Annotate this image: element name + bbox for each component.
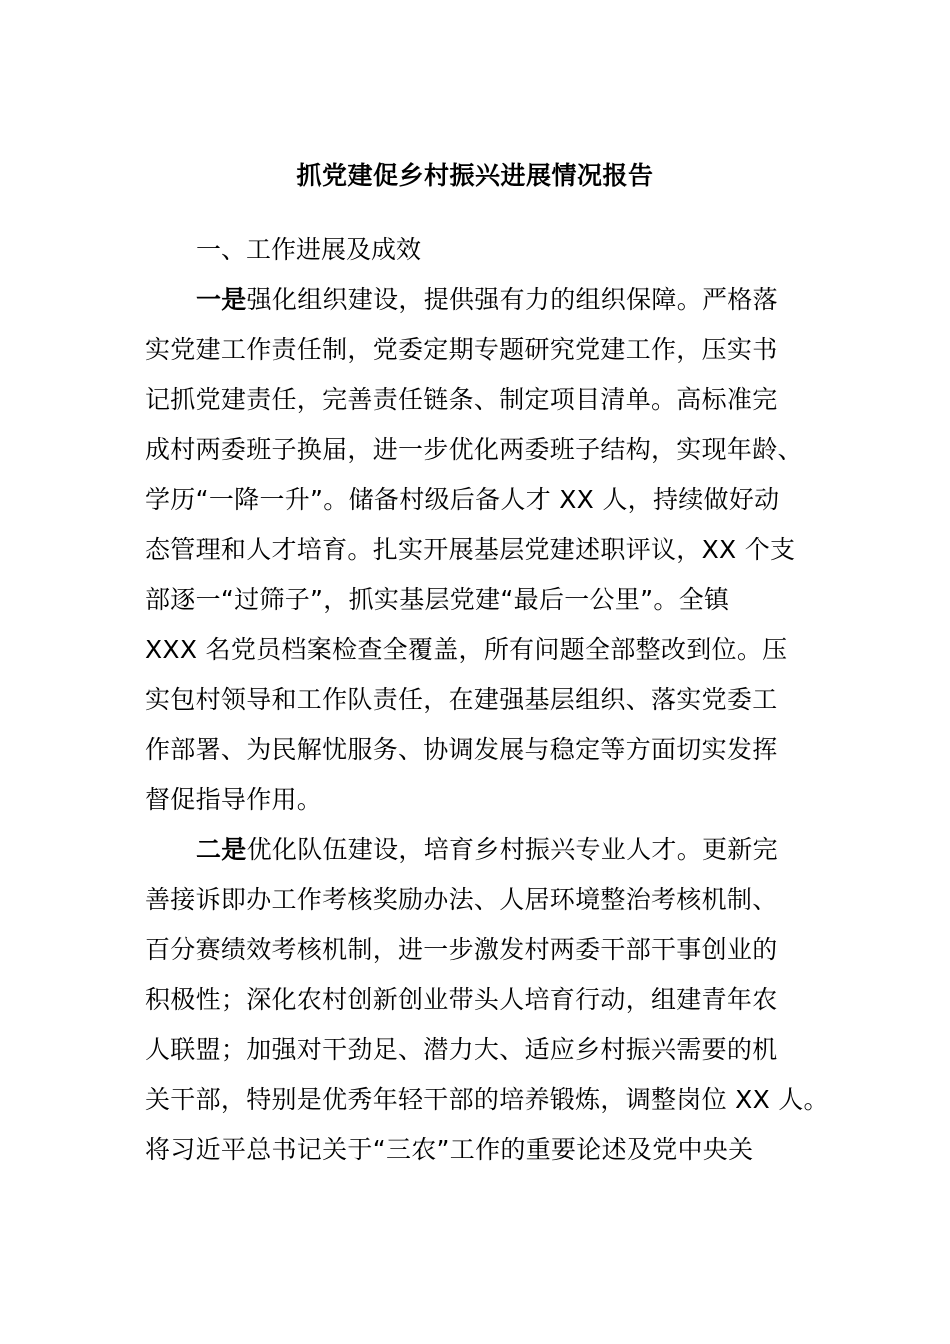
paragraph-2-line: 善接诉即办工作考核奖励办法、人居环境整治考核机制、 [145,885,778,914]
paragraph-2-line: 人联盟；加强对干劲足、潜力大、适应乡村振兴需要的机 [145,1035,778,1064]
paragraph-2-line: 将习近平总书记关于“三农”工作的重要论述及党中央关 [145,1135,754,1164]
paragraph-1-first-line [196,280,778,320]
paragraph-2-first-line-text: 优化队伍建设，培育乡村振兴专业人才。更新完 [246,835,778,864]
paragraph-1-line: 态管理和人才培育。扎实开展基层党建述职评议，XX 个支 [145,535,796,564]
paragraph-1-line: 实党建工作责任制，党委定期专题研究党建工作，压实书 [145,335,778,364]
paragraph-2-first-line [196,830,778,870]
paragraph-2-line: 积极性；深化农村创新创业带头人培育行动，组建青年农 [145,985,778,1014]
paragraph-1-line: 记抓党建责任，完善责任链条、制定项目清单。高标准完 [145,385,778,414]
paragraph-2-line: 百分赛绩效考核机制，进一步激发村两委干部干事创业的 [145,935,778,964]
paragraph-1-lead: 一是 [196,285,247,314]
paragraph-1-line: 学历“一降一升”。储备村级后备人才 XX 人，持续做好动 [145,485,780,514]
paragraph-1-line: 实包村领导和工作队责任，在建强基层组织、落实党委工 [145,685,778,714]
paragraph-1-line: 成村两委班子换届，进一步优化两委班子结构，实现年龄、 [145,435,803,464]
paragraph-1-line: 督促指导作用。 [145,785,323,814]
paragraph-2-line: 关干部，特别是优秀年轻干部的培养锻炼，调整岗位 XX 人。 [145,1085,829,1114]
paragraph-1-first-line-text: 强化组织建设，提供强有力的组织保障。严格落 [246,285,778,314]
paragraph-1-line: 作部署、为民解忧服务、协调发展与稳定等方面切实发挥 [145,735,778,764]
document-title: 抓党建促乡村振兴进展情况报告 [296,161,654,190]
section-heading: 一、工作进展及成效 [196,235,422,264]
paragraph-1-line: XXX 名党员档案检查全覆盖，所有问题全部整改到位。压 [145,635,788,664]
paragraph-1-line: 部逐一“过筛子”，抓实基层党建“最后一公里”。全镇 [145,585,730,614]
paragraph-2-lead: 二是 [196,835,247,864]
